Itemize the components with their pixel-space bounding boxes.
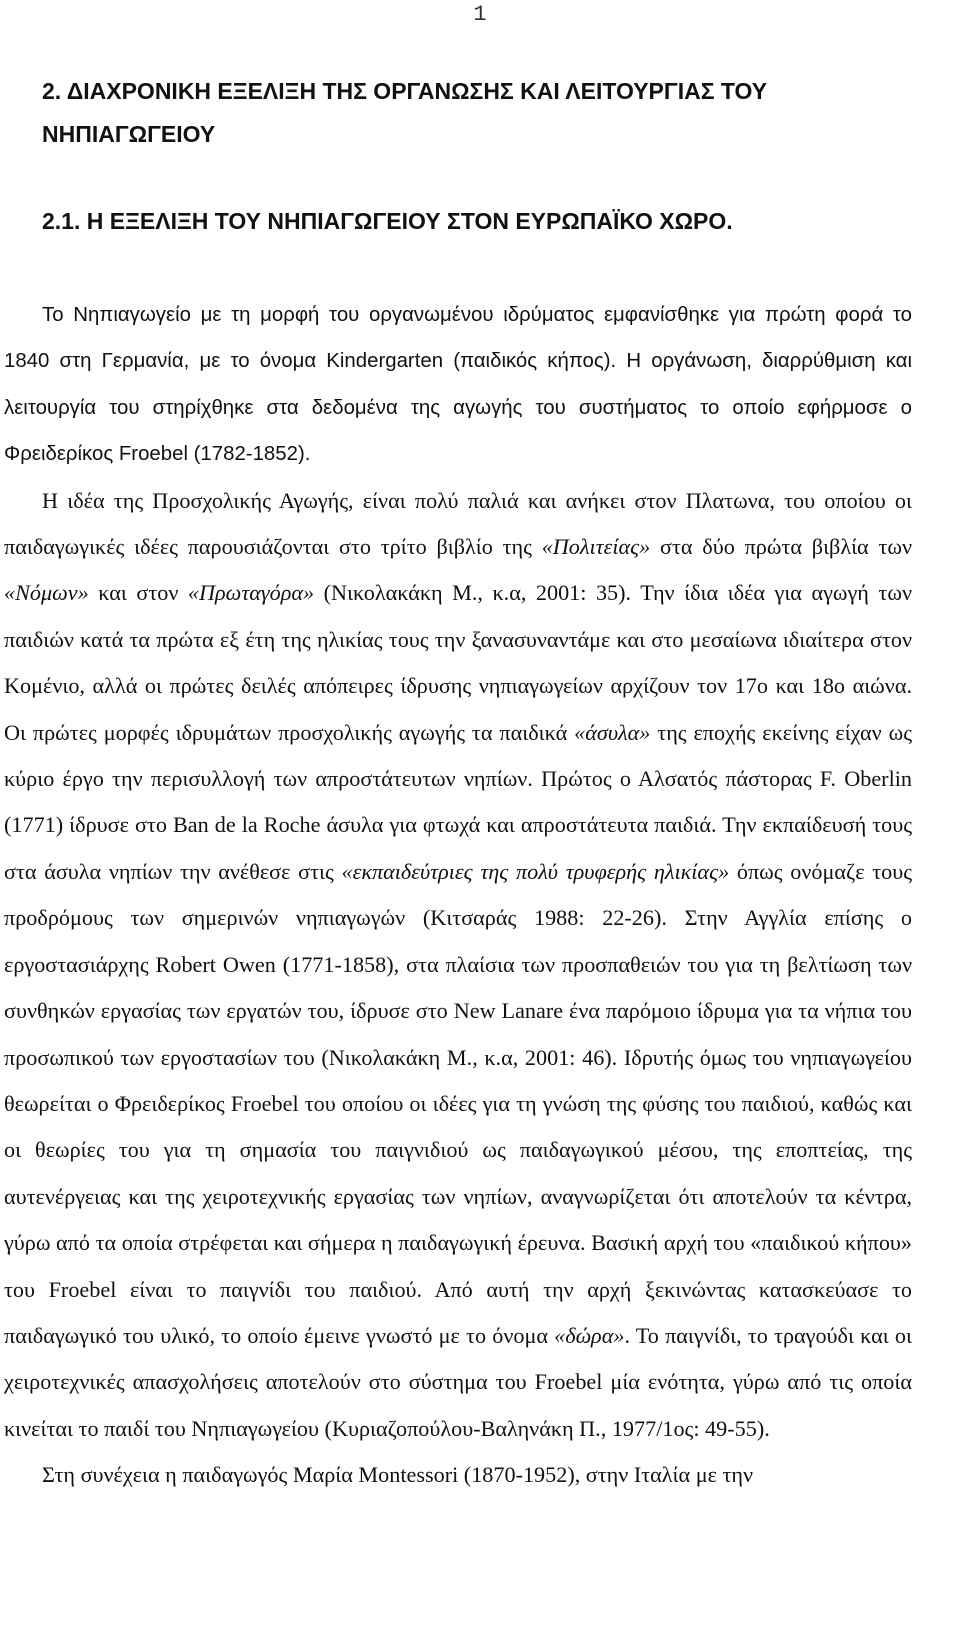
term-asyla: «άσυλα» xyxy=(574,719,651,745)
page-number: 1 xyxy=(473,2,487,27)
paragraph-montessori: Στη συνέχεια η παιδαγωγός Μαρία Montessori (1870-1952), στην Ιταλία με την xyxy=(42,1462,754,1488)
term-ekpaideutries: «εκπαιδεύτριες της πολύ τρυφερής ηλικίας» xyxy=(341,858,730,884)
section-title: 2.1. Η ΕΞΕΛΙΞΗ ΤΟΥ ΝΗΠΙΑΓΩΓΕΙΟΥ ΣΤΟΝ ΕΥΡΩΠΑΪΚΟ ΧΩΡΟ. xyxy=(42,208,733,234)
history-text-4: (Νικολακάκη Μ., κ.α, 2001: 35). Την ίδια ιδέα για αγωγή των παιδιών κατά τα πρώτα εξ έτη της ηλικίας τους την ξανασυναντάμε και στο μεσαίωνα ιδιαίτερα στον Κομένιο, αλλά οι πρώτες δειλές απόπειρες ίδρυσης νηπιαγωγείων αρχίζουν τον 17ο και 18ο αιώνα. Οι πρώτες μορφές ιδρυμάτων προσχολικής αγωγής τα παιδικά xyxy=(4,580,912,745)
paragraph-intro: Το Νηπιαγωγείο με τη μορφή του οργανωμένου ιδρύματος εμφανίσθηκε για πρώτη φορά το 1840 στη Γερμανία, με το όνομα Kindergarten (παιδικός κήπος). Η οργάνωση, διαρρύθμιση και λειτουργία του στηρίχθηκε στα δεδομένα της αγωγής του συστήματος το οποίο εφήρμοσε ο Φρειδερίκος Froebel (1782-1852). xyxy=(4,304,912,466)
history-text-5: της εποχής εκείνης είχαν ως κύριο έργο την περισυλλογή των απροστάτευτων νηπίων. Πρώτος ο Αλσατός πάστορας F. Oberlin (1771) ίδρυσε στο Ban de la Roche άσυλα για φτωχά και απροστάτευτα παιδιά. Την εκπαίδευσή τους στα άσυλα νηπίων την ανέθεσε στις xyxy=(4,719,912,884)
work-title-nomoi: «Νόμων» xyxy=(4,580,89,606)
chapter-title: 2. ΔΙΑΧΡΟΝΙΚΗ ΕΞΕΛΙΞΗ ΤΗΣ ΟΡΓΑΝΩΣΗΣ ΚΑΙ ΛΕΙΤΟΥΡΓΙΑΣ ΤΟΥ ΝΗΠΙΑΓΩΓΕΙΟΥ xyxy=(42,78,768,147)
work-title-politeia: «Πολιτείας» xyxy=(541,534,651,560)
history-text-3: και στον xyxy=(88,580,188,606)
history-text-2: στα δύο πρώτα βιβλία των xyxy=(650,534,912,560)
work-title-protagoras: «Πρωταγόρα» xyxy=(187,580,315,606)
history-text-1: Η ιδέα της Προσχολικής Αγωγής, είναι πολύ παλιά και ανήκει στον Πλατωνα, του οποίου οι παιδαγωγικές ιδέες παρουσιάζονται στο τρίτο βιβλίο της xyxy=(4,487,912,560)
body-text xyxy=(4,292,912,1499)
history-text-7: . Το παιγνίδι, το τραγούδι και οι χειροτεχνικές απασχολήσεις αποτελούν στο σύστημα του Froebel μία ενότητα, γύρω από τις οποία κινείται το παιδί του Νηπιαγωγείου (Κυριαζοπούλου-Βαληνάκη Π., 1977/1ος: 49-55). xyxy=(4,1322,912,1441)
history-text-6: όπως ονόμαζε τους προδρόμους των σημερινών νηπιαγωγών (Κιτσαράς 1988: 22-26). Στην Αγγλία επίσης ο εργοστασιάρχης Robert Owen (1771-1858), στα πλαίσια των προσπαθειών του για τη βελτίωση των συνθηκών εργασίας των εργατών του, ίδρυσε στο New Lanare ένα παρόμοιο ίδρυμα για τα νήπια του προσωπικού των εργοστασίων του (Νικολακάκη Μ., κ.α, 2001: 46). Ιδρυτής όμως του νηπιαγωγείου θεωρείται ο Φρειδερίκος Froebel του οποίου οι ιδέες για τη γνώση της φύσης του παιδιού, καθώς και οι θεωρίες του για τη σημασία του παιγνιδιού ως παιδαγωγικού μέσου, της εποπτείας, της αυτενέργειας και της χειροτεχνικής εργασίας των νηπίων, αναγνωρίζεται ότι αποτελούν τα κέντρα, γύρω από τα οποία στρέφεται και σήμερα η παιδαγωγική έρευνα. Βασική αρχή του «παιδικού κήπου» του Froebel είναι το παιγνίδι του παιδιού. Από αυτή την αρχή ξεκινώντας κατασκεύασε το παιδαγωγικό του υλικό, το οποίο έμεινε γνωστό με το όνομα xyxy=(4,858,912,1348)
term-dora: «δώρα» xyxy=(554,1322,625,1348)
paragraph-history xyxy=(4,478,912,1453)
